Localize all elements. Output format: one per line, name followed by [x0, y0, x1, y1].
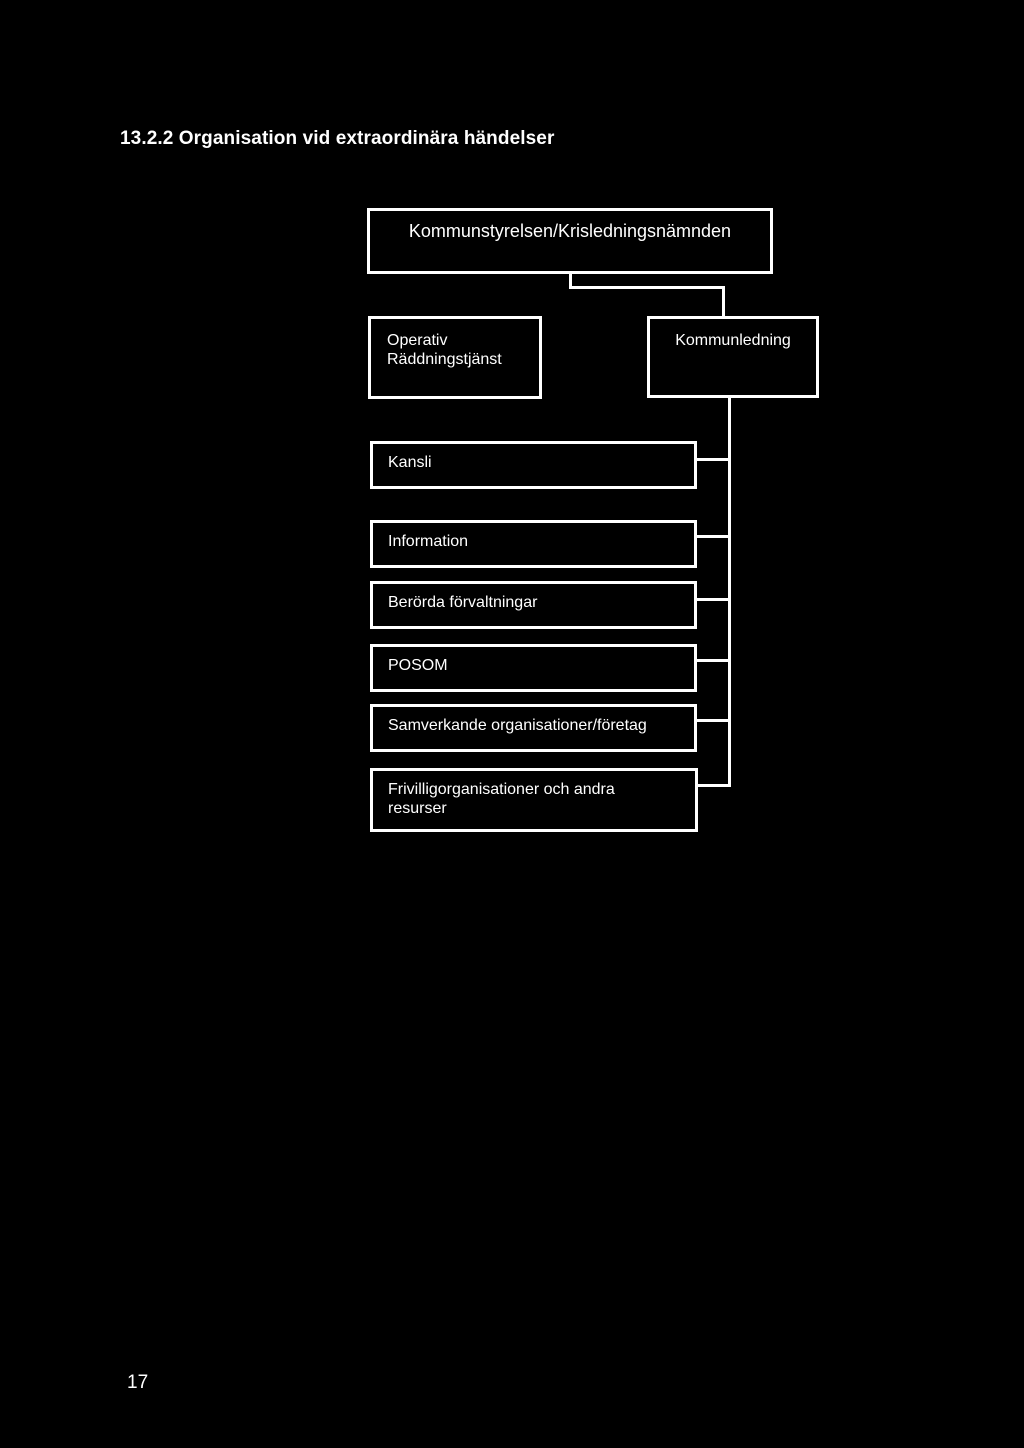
box-information-label: Information: [388, 533, 469, 550]
box-berorda-forvaltningar: [370, 581, 697, 629]
page-number: 17: [127, 1372, 149, 1393]
box-kommunstyrelsen-label: Kommunstyrelsen/Krisledningsnämnden: [408, 221, 732, 241]
connector-kansli: [696, 458, 731, 461]
connector-posom: [696, 659, 731, 662]
box-posom: [370, 644, 697, 692]
box-samverkande-label: Samverkande organisationer/företag: [388, 717, 647, 734]
box-operativ-line-1: Operativ: [387, 332, 448, 349]
box-frivilligorganisationer: [370, 768, 698, 832]
connector-top-horizontal: [569, 286, 725, 289]
connector-information: [696, 535, 731, 538]
connector-top-to-kommunledning: [722, 286, 725, 318]
box-frivillig-line-1: Frivilligorganisationer och andra: [388, 781, 615, 798]
section-heading: 13.2.2 Organisation vid extraordinära händelser: [120, 128, 555, 149]
box-berorda-label: Berörda förvaltningar: [388, 594, 538, 611]
box-kansli: [370, 441, 697, 489]
box-kommunstyrelsen: [367, 208, 773, 274]
box-information: [370, 520, 697, 568]
box-kansli-label: Kansli: [388, 454, 432, 471]
connector-frivillig: [697, 784, 731, 787]
box-frivillig-line-2: resurser: [388, 800, 447, 817]
connector-vertical-spine: [728, 397, 731, 787]
box-posom-label: POSOM: [388, 657, 448, 674]
connector-samverkande: [696, 719, 731, 722]
box-kommunledning-label: Kommunledning: [675, 332, 791, 349]
box-kommunledning: [647, 316, 819, 398]
box-samverkande: [370, 704, 697, 752]
box-operativ-line-2: Räddningstjänst: [387, 351, 502, 368]
box-operativ-raddningstjanst: [368, 316, 542, 399]
connector-berorda: [696, 598, 731, 601]
